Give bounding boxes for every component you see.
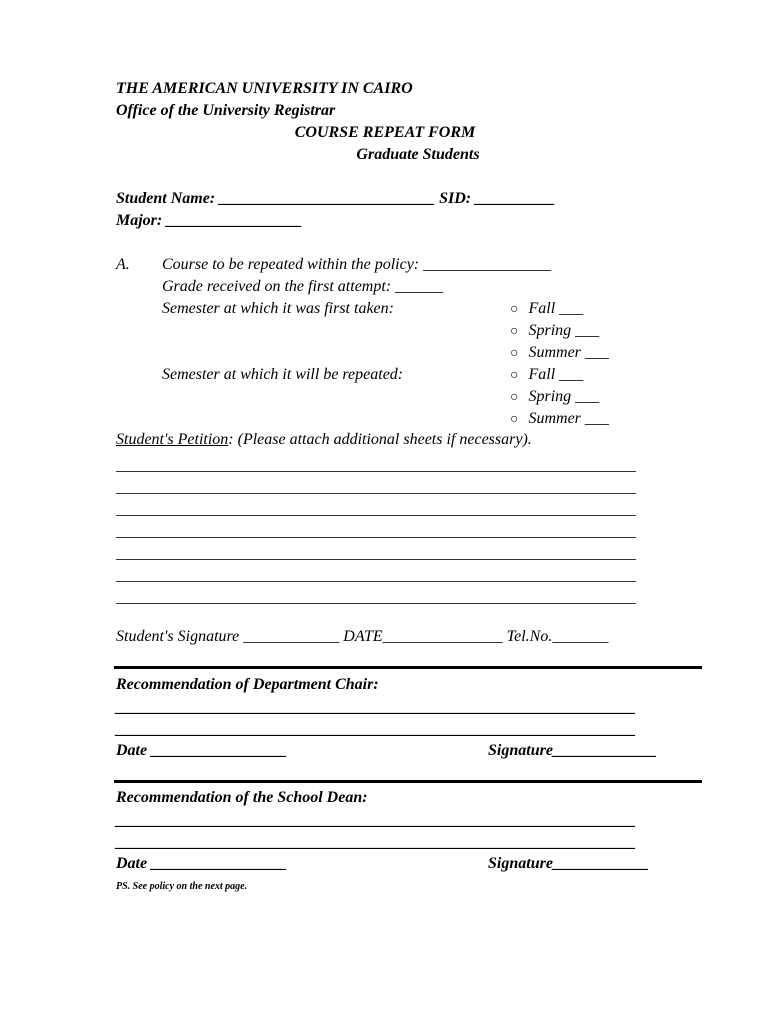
- student-name-sid-field[interactable]: Student Name: ___________________________ SID: __________: [116, 190, 556, 207]
- radio-circle-icon: ○: [510, 390, 519, 405]
- school-dean-signature-field[interactable]: Signature____________: [488, 855, 649, 872]
- dept-chair-line[interactable]: _________________________________________________________________: [116, 699, 636, 716]
- ps-note: PS. See policy on the next page.: [116, 881, 248, 892]
- major-field[interactable]: Major: _________________: [116, 212, 303, 229]
- petition-note: : (Please attach additional sheets if necessary).: [228, 431, 532, 448]
- petition-line[interactable]: _________________________________________________________________: [116, 457, 636, 474]
- first-taken-label: Semester at which it was first taken:: [162, 300, 394, 317]
- petition-label: Student's Petition: [116, 431, 229, 448]
- divider: [114, 780, 702, 783]
- repeat-option-fall[interactable]: ○ Fall ___: [510, 366, 584, 383]
- dept-chair-line[interactable]: _________________________________________________________________: [116, 721, 636, 738]
- radio-circle-icon: ○: [510, 324, 519, 339]
- dept-chair-heading: Recommendation of Department Chair:: [116, 676, 379, 693]
- petition-line[interactable]: _________________________________________________________________: [116, 545, 636, 562]
- course-repeat-field[interactable]: Course to be repeated within the policy: ________________: [162, 256, 552, 273]
- office-name: Office of the University Registrar: [116, 102, 336, 119]
- first-taken-option-spring[interactable]: ○ Spring ___: [510, 322, 600, 339]
- petition-line[interactable]: _________________________________________________________________: [116, 501, 636, 518]
- form-subtitle: Graduate Students: [356, 146, 480, 163]
- section-a-letter: A.: [116, 256, 130, 273]
- repeat-semester-label: Semester at which it will be repeated:: [162, 366, 404, 383]
- school-dean-heading: Recommendation of the School Dean:: [116, 789, 368, 806]
- radio-circle-icon: ○: [510, 346, 519, 361]
- grade-first-attempt-field[interactable]: Grade received on the first attempt: ______: [162, 278, 444, 295]
- petition-line[interactable]: _________________________________________________________________: [116, 523, 636, 540]
- petition-line[interactable]: _________________________________________________________________: [116, 567, 636, 584]
- school-dean-line[interactable]: _________________________________________________________________: [116, 812, 636, 829]
- petition-line[interactable]: _________________________________________________________________: [116, 589, 636, 606]
- petition-line[interactable]: _________________________________________________________________: [116, 479, 636, 496]
- first-taken-option-summer[interactable]: ○ Summer ___: [510, 344, 609, 361]
- radio-circle-icon: ○: [510, 368, 519, 383]
- dept-chair-signature-field[interactable]: Signature_____________: [488, 742, 657, 759]
- school-dean-line[interactable]: _________________________________________________________________: [116, 834, 636, 851]
- dept-chair-date-field[interactable]: Date _________________: [116, 742, 288, 759]
- repeat-option-spring[interactable]: ○ Spring ___: [510, 388, 600, 405]
- student-signature-date-phone-field[interactable]: Student's Signature ____________ DATE_______________ Tel.No._______: [116, 628, 609, 645]
- repeat-option-summer[interactable]: ○ Summer ___: [510, 410, 609, 427]
- petition-heading: [116, 430, 532, 450]
- school-dean-date-field[interactable]: Date _________________: [116, 855, 288, 872]
- radio-circle-icon: ○: [510, 412, 519, 427]
- divider: [114, 666, 702, 669]
- university-name: THE AMERICAN UNIVERSITY IN CAIRO: [116, 80, 413, 97]
- form-title: COURSE REPEAT FORM: [294, 124, 476, 141]
- radio-circle-icon: ○: [510, 302, 519, 317]
- first-taken-option-fall[interactable]: ○ Fall ___: [510, 300, 584, 317]
